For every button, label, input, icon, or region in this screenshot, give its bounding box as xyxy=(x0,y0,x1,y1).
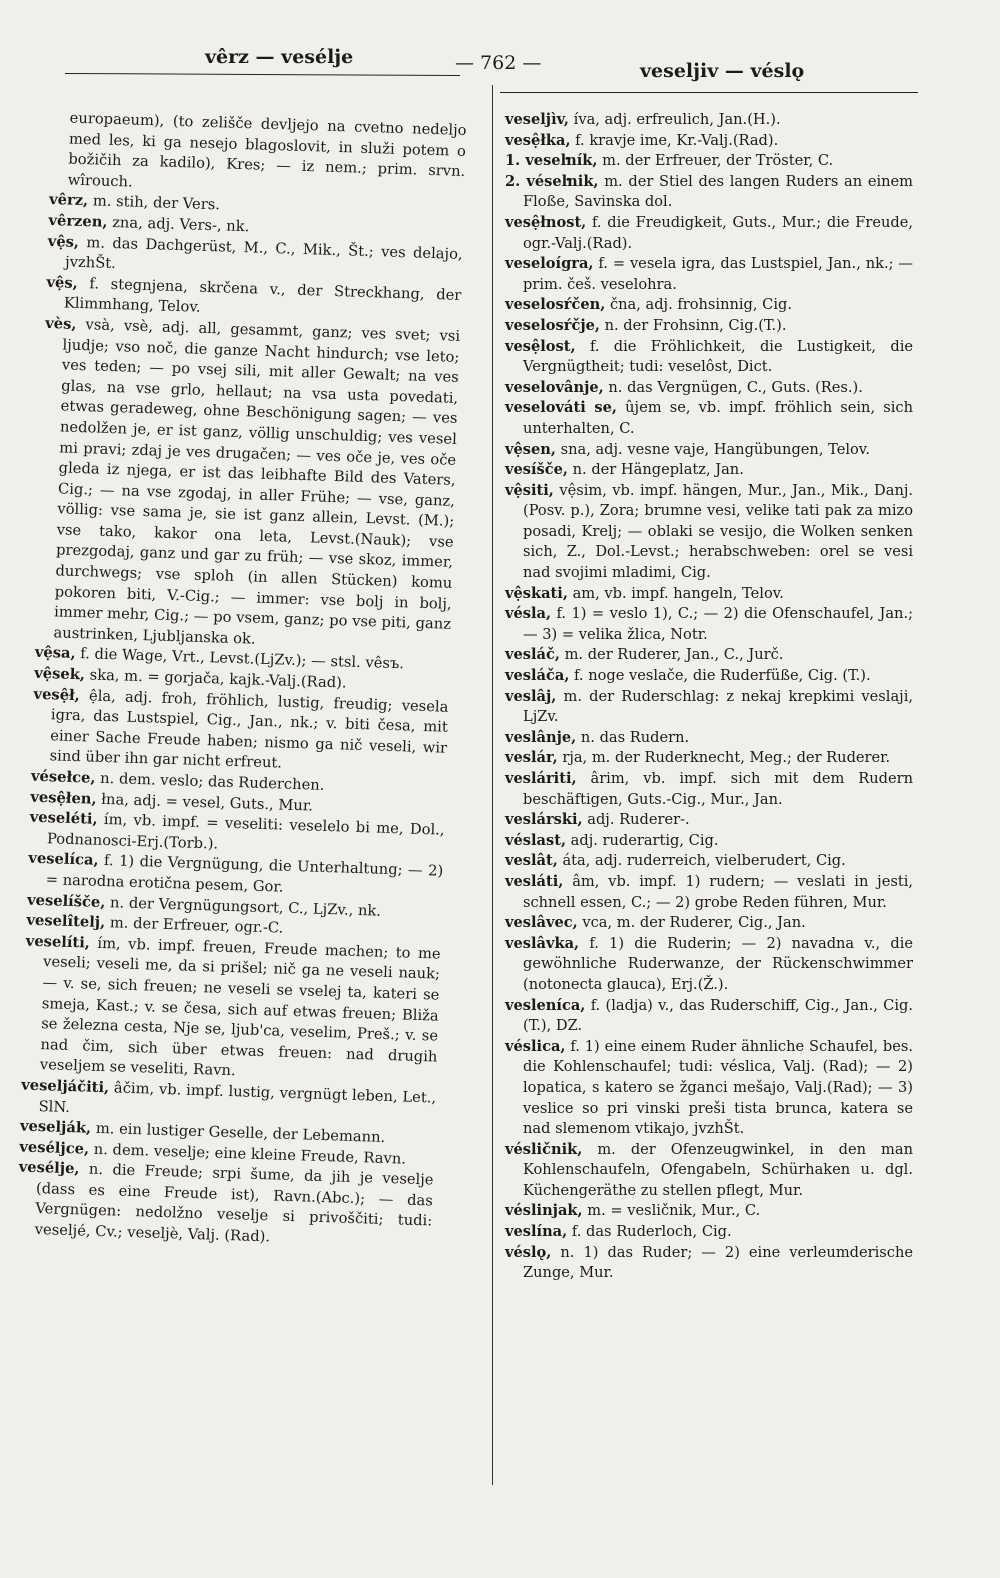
entry-headword: veselîtelj, xyxy=(26,911,106,932)
entry-definition: m. = vesličnik, Mur., C. xyxy=(587,1202,761,1220)
entry-headword: vệsiti, xyxy=(505,481,554,499)
entry-headword: veselíti, xyxy=(25,932,91,952)
entry-definition: sna, adj. vesne vaje, Hangübungen, Telov. xyxy=(560,440,870,458)
entry-definition: adj. Ruderer-. xyxy=(587,811,690,829)
entry-definition: ệla, adj. froh, fröhlich, lustig, freudig; vesela igra, das Lustspiel, Cig., Jan., nk.; v. biti česa, mit einer Sache Freude haben; nismo ga nič veseli, wir sind über ihn gar nicht erfreut. xyxy=(49,687,449,772)
entry-headword: veselováti se, xyxy=(505,399,617,417)
entry-headword: vesíšče, xyxy=(505,461,568,479)
entry-definition: n. dem. veslo; das Ruderchen. xyxy=(99,769,325,794)
entry-headword: vệs, xyxy=(47,232,80,251)
entry-definition: čna, adj. frohsinnig, Cig. xyxy=(609,296,792,314)
entry-definition: m. der Stiel des langen Ruders an einem Floße, Savinska dol. xyxy=(523,172,913,211)
entry-definition: n. das Rudern. xyxy=(580,728,690,746)
entry-definition: n. der Hängeplatz, Jan. xyxy=(572,461,744,479)
column-divider xyxy=(492,85,493,1485)
dictionary-entry xyxy=(505,1201,913,1222)
dictionary-entry xyxy=(505,213,913,254)
dictionary-entry xyxy=(505,481,913,584)
dictionary-entry xyxy=(505,337,913,378)
dictionary-entry xyxy=(505,1037,913,1140)
entry-headword: 1. veseŀník, xyxy=(505,152,598,170)
dictionary-entry xyxy=(505,460,913,481)
entry-headword: vésełce, xyxy=(30,767,96,787)
entry-headword: vès, xyxy=(44,314,77,333)
entry-definition: ím, vb. impf. = veseliti: veselelo bi me, Dol., Podnanosci-Erj.(Torb.). xyxy=(46,811,445,853)
entry-headword: vệsek, xyxy=(33,664,86,684)
entry-definition: n. die Freude; srpi šume, da jih je veselje (dass es eine Freude ist), Ravn.(Abc.); — das Vergnügen: nedolžno veselje si privoščiti; tudi: veseljé, Cv.; veseljè, Valj. (Rad). xyxy=(34,1160,434,1246)
entry-headword: veselosŕčje, xyxy=(505,316,600,334)
dictionary-entry xyxy=(505,851,913,872)
entry-definition: f. 1) eine einem Ruder ähnliche Schaufel, bes. die Kohlenschaufel; tudi: véslica, Valj. (Rad); — 2) lopatica, s katero se žganci mešajo, Valj.(Rad); — 3) veslice so pri vinski preši tista brunca, katera se nad slemenom vtikajo, jvzhŠt. xyxy=(523,1037,913,1138)
dictionary-entry xyxy=(505,666,913,687)
entry-definition: n. der Vergnügungsort, C., LjZv., nk. xyxy=(109,893,382,920)
header-right-guideword: veseljiv — véslǫ xyxy=(640,60,805,82)
dictionary-entry xyxy=(505,398,913,439)
entry-definition: f. die Fröhlichkeit, die Lustigkeit, die Vergnügtheit; tudi: veselôst, Dict. xyxy=(523,337,914,376)
entry-definition: vca, m. der Ruderer, Cig., Jan. xyxy=(582,914,806,932)
dictionary-entry xyxy=(505,131,913,152)
entry-headword: veslânje, xyxy=(505,728,577,746)
entry-definition: ârim, vb. impf. sich mit dem Rudern beschäftigen, Guts.-Cig., Mur., Jan. xyxy=(523,770,913,808)
entry-definition: n. 1) das Ruder; — 2) eine verleumderische Zunge, Mur. xyxy=(523,1243,913,1282)
dictionary-entry xyxy=(505,687,913,728)
entry-headword: véslǫ, xyxy=(505,1243,552,1261)
entry-definition: f. 1) = veslo 1), C.; — 2) die Ofenschaufel, Jan.; — 3) = velika žlica, Notr. xyxy=(523,605,914,643)
entry-headword: vesệłnost, xyxy=(505,213,587,231)
entry-definition: m. der Ruderer, Jan., C., Jurč. xyxy=(564,646,784,664)
dictionary-entry xyxy=(505,1222,913,1243)
entry-headword: vesláča, xyxy=(505,667,570,685)
dictionary-entry xyxy=(505,295,913,316)
entry-headword: 2. véseŀnik, xyxy=(505,172,599,190)
entry-headword: veselíca, xyxy=(28,850,99,870)
dictionary-entry xyxy=(505,254,913,295)
entry-headword: vésla, xyxy=(505,605,552,623)
dictionary-entry xyxy=(505,872,913,913)
dictionary-entry xyxy=(505,831,913,852)
entry-definition: f. 1) die Ruderin; — 2) navadna v., die gewöhnliche Ruderwanze, der Rückenschwimmer (notonecta glauca), Erj.(Ž.). xyxy=(523,934,914,993)
entry-headword: veselovânje, xyxy=(505,378,604,396)
entry-definition: f. stegnjena, skrčena v., der Streckhang, der Klimmhang, Telov. xyxy=(63,275,462,317)
entry-headword: veselják, xyxy=(19,1117,92,1137)
entry-definition: f. (ladja) v., das Ruderschiff, Cig., Jan., Cig.(T.), DZ. xyxy=(523,996,914,1035)
entry-definition: m. der Ruderschlag: z nekaj krepkimi veslaji, LjZv. xyxy=(523,687,914,726)
entry-definition: f. 1) die Vergnügung, die Unterhaltung; — 2) = narodna erotična pesem, Gor. xyxy=(45,852,444,896)
entry-headword: veselíšče, xyxy=(26,891,106,911)
entry-headword: veslâvka, xyxy=(505,934,580,952)
entry-definition: vsà, vsè, adj. all, gesammt, ganz; ves svet; vsi ljudje; vso noč, die ganze Nacht hindurch; vse leto; ves teden; — po vsej sili, mit aller Gewalt; na ves glas, na vse grlo, hellaut; na vsa usta povedati, etwas geradeweg, ohne Beschönigung sagen; — ves nedolžen je, er ist ganz, völlig unschuldig; ves vesel mi pravi; zdaj je ves drugačen; — ves oče je, ves oče gleda iz njega, er ist das leibhafte Bild des Vaters, Cig.; — na vse zgodaj, in aller Frühe; — vse, ganz, völlig: vse sama je, sie ist ganz allein, Levst. (M.); vse tako, kakor ona leta, Levst.(Nauk); vse prezgodaj, ganz und gar zu früh; — vse skoz, immer, durchwegs; vse sploh (in allen Stücken) komu pokoren biti, V.-Cig.; — immer: vse bolj in bolj, immer mehr, Cig.; — po vsem, ganz; po vse piti, ganz austrinken, Ljubljanska ok. xyxy=(53,316,461,648)
dictionary-entry xyxy=(505,440,913,461)
entry-definition: n. das Vergnügen, C., Guts. (Res.). xyxy=(608,378,863,396)
entry-definition: f. die Wage, Vrt., Levst.(LjZv.); — stsl. vêsъ. xyxy=(80,645,405,673)
entry-headword: veseléti, xyxy=(29,808,98,828)
entry-definition: f. kravje ime, Kr.-Valj.(Rad). xyxy=(575,131,779,149)
dictionary-entry xyxy=(505,172,913,213)
entry-definition: ím, vb. impf. freuen, Freude machen; to me veseli; veseli me, da si prišel; nič ga ne veseli nauk; — v. se, sich freuen; ne veseli se vselej ta, kateri se smeja, Kast.; v. se česa, sich auf etwas freuen; Bliža se železna cesta, Nje se, ljub'ca, veselim, Preš.; v. se nad čim, sich über etwas freuen: nad drugih veseljem se veseliti, Ravn. xyxy=(39,934,441,1080)
dictionary-entry xyxy=(505,934,913,996)
dictionary-entry xyxy=(505,1140,913,1202)
entry-headword: veslína, xyxy=(505,1223,568,1241)
entry-definition: m. ein lustiger Geselle, der Lebemann. xyxy=(95,1119,386,1147)
entry-headword: veselosŕčen, xyxy=(505,296,606,314)
entry-definition: m. das Dachgerüst, M., C., Mik., Št.; ves delajo, jvzhŠt. xyxy=(64,233,463,273)
entry-headword: veseljáčiti, xyxy=(21,1076,110,1097)
left-column xyxy=(16,108,466,1253)
entry-headword: vêrz, xyxy=(48,191,89,210)
entry-headword: veslât, xyxy=(505,852,558,870)
entry-definition: ûjem se, vb. impf. fröhlich sein, sich unterhalten, C. xyxy=(523,399,913,437)
entry-definition: n. dem. veselje; eine kleine Freude, Ravn. xyxy=(93,1140,407,1168)
dictionary-entry xyxy=(505,1243,913,1284)
dictionary-entry xyxy=(505,584,913,605)
entry-definition: łna, adj. = vesel, Guts., Mur. xyxy=(101,790,314,815)
entry-definition: f. die Freudigkeit, Guts., Mur.; die Freude, ogr.-Valj.(Rad). xyxy=(523,213,914,252)
dictionary-entry xyxy=(505,604,913,645)
entry-headword: vesleníca, xyxy=(505,996,586,1014)
page-header xyxy=(60,42,920,82)
dictionary-entry xyxy=(31,684,448,779)
entry-definition: europaeum), (to zelišče devljejo na cvetno nedeljo med les, ki ga nesejo blagoslovit, in služi potem o božičih za kadilo), Kres; — iz nem.; prim. srvn. wîrouch. xyxy=(67,109,467,191)
entry-headword: vésličnik, xyxy=(505,1140,583,1158)
entry-definition: am, vb. impf. hangeln, Telov. xyxy=(572,584,784,602)
entry-definition: m. der Erfreuer, ogr.-C. xyxy=(109,914,284,937)
right-column xyxy=(505,110,913,1284)
dictionary-entry xyxy=(505,748,913,769)
dictionary-entry xyxy=(505,913,913,934)
entry-headword: vệs, xyxy=(46,273,79,292)
entry-definition: m. der Erfreuer, der Tröster, C. xyxy=(602,152,834,170)
entry-headword: veslâvec, xyxy=(505,914,578,932)
dictionary-entry xyxy=(49,108,466,203)
page-number: — 762 — xyxy=(455,52,542,74)
entry-definition: f. = vesela igra, das Lustspiel, Jan., nk.; — prim. češ. veselohra. xyxy=(523,255,913,293)
dictionary-entry xyxy=(505,378,913,399)
header-rule-right xyxy=(500,92,918,93)
entry-headword: vesệlost, xyxy=(505,337,576,355)
entry-headword: veseloígra, xyxy=(505,255,594,273)
entry-headword: vesệł, xyxy=(33,685,81,704)
entry-definition: rja, m. der Ruderknecht, Meg.; der Ruderer. xyxy=(562,749,891,767)
entry-headword: véslinjak, xyxy=(505,1202,583,1220)
dictionary-entry xyxy=(505,996,913,1037)
entry-definition: áta, adj. ruderreich, vielberudert, Cig. xyxy=(562,852,846,870)
entry-headword: vệsen, xyxy=(505,440,556,458)
entry-headword: veslâj, xyxy=(505,687,557,705)
entry-headword: vệsa, xyxy=(34,644,76,663)
entry-headword: vesélje, xyxy=(18,1158,80,1178)
entry-headword: vesệłka, xyxy=(505,131,571,149)
dictionary-entry xyxy=(505,645,913,666)
dictionary-entry xyxy=(16,1158,433,1253)
entry-headword: veséljce, xyxy=(19,1138,90,1158)
entry-definition: m. der Ofenzeugwinkel, in den man Kohlenschaufeln, Ofengabeln, Schürhaken u. dgl. Küchengeräthe zu stellen pflegt, Mur. xyxy=(523,1140,913,1199)
entry-headword: veslárski, xyxy=(505,811,583,829)
dictionary-entry xyxy=(505,151,913,172)
entry-definition: m. stih, der Vers. xyxy=(92,192,221,214)
entry-headword: veslár, xyxy=(505,749,558,767)
entry-definition: f. noge veslače, die Ruderfüße, Cig. (T.). xyxy=(574,667,871,685)
entry-headword: vesệłen, xyxy=(30,788,97,808)
entry-headword: véslica, xyxy=(505,1037,566,1055)
dictionary-entry xyxy=(35,314,460,656)
entry-definition: zna, adj. Vers-, nk. xyxy=(111,213,250,236)
dictionary-entry xyxy=(505,316,913,337)
entry-definition: ska, m. = gorjača, kajk.-Valj.(Rad). xyxy=(89,666,347,692)
entry-definition: âčim, vb. impf. lustig, vergnügt leben, Let., SlN. xyxy=(38,1079,437,1116)
entry-definition: vệsim, vb. impf. hängen, Mur., Jan., Mik., Danj.(Posv. p.), Zora; brumne vesi, velike tati pak za mizo posadi, Krelj; — oblaki se vesijo, die Wolken senken sich, Z., Dol.-Levst.; herabschweben: orel se vesi nad svojimi mladimi, Cig. xyxy=(523,481,914,582)
dictionary-entry xyxy=(505,728,913,749)
entry-definition: âm, vb. impf. 1) rudern; — veslati in jesti, schnell essen, C.; — 2) grobe Reden führen, Mur. xyxy=(523,872,914,911)
entry-definition: n. der Frohsinn, Cig.(T.). xyxy=(604,316,787,334)
dictionary-entry xyxy=(505,769,913,810)
header-left-guideword: vêrz — vesélje xyxy=(205,46,354,68)
entry-definition: íva, adj. erfreulich, Jan.(H.). xyxy=(573,111,781,128)
entry-headword: vesláč, xyxy=(505,646,560,664)
entry-headword: vesláriti, xyxy=(505,770,577,787)
entry-headword: vesláti, xyxy=(505,872,564,890)
dictionary-entry xyxy=(22,931,441,1088)
entry-headword: vêrzen, xyxy=(48,211,108,231)
dictionary-entry xyxy=(505,110,913,131)
entry-definition: f. das Ruderloch, Cig. xyxy=(571,1223,732,1241)
entry-definition: adj. ruderartig, Cig. xyxy=(570,831,719,849)
entry-headword: vệskati, xyxy=(505,584,568,602)
entry-headword: veseljìv, xyxy=(505,111,570,128)
entry-headword: véslast, xyxy=(505,831,567,849)
dictionary-entry xyxy=(505,810,913,831)
